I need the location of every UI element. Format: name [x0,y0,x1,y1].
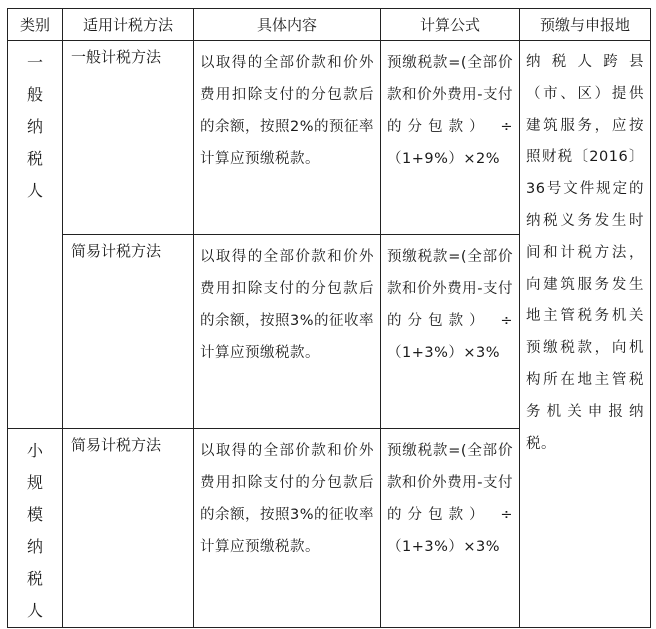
header-content: 具体内容 [194,9,381,41]
table-header-row [8,9,651,41]
formula-cell: 预缴税款=(全部价款和价外费用-支付的分包款） ÷ （1+3%）×3% [381,235,520,429]
table-row [8,41,651,235]
method-cell: 简易计税方法 [63,235,194,429]
formula-cell: 预缴税款=(全部价款和价外费用-支付的分包款） ÷ （1+9%）×2% [381,41,520,235]
method-cell: 简易计税方法 [63,429,194,628]
header-formula: 计算公式 [381,9,520,41]
header-method: 适用计税方法 [63,9,194,41]
content-cell: 以取得的全部价款和价外费用扣除支付的分包款后的余额，按照3%的征收率计算应预缴税款。 [194,235,381,429]
tax-prepayment-table [7,8,651,628]
content-cell: 以取得的全部价款和价外费用扣除支付的分包款后的余额，按照3%的征收率计算应预缴税款。 [194,429,381,628]
category-small-scale-taxpayer: 小 规 模 纳 税 人 [8,429,63,628]
category-general-taxpayer: 一 般 纳 税 人 [8,41,63,429]
content-cell: 以取得的全部价款和价外费用扣除支付的分包款后的余额，按照2%的预征率计算应预缴税款。 [194,41,381,235]
formula-cell: 预缴税款=(全部价款和价外费用-支付的分包款） ÷ （1+3%）×3% [381,429,520,628]
header-place: 预缴与申报地 [520,9,651,41]
method-cell: 一般计税方法 [63,41,194,235]
prepay-declare-place-cell: 纳税人跨县（市、区）提供建筑服务，应按照财税〔2016〕36号文件规定的纳税义务发生时间和计税方法，向建筑服务发生地主管税务机关预缴税款，向机构所在地主管税务机关申报纳税。 [520,41,651,628]
header-category: 类别 [8,9,63,41]
